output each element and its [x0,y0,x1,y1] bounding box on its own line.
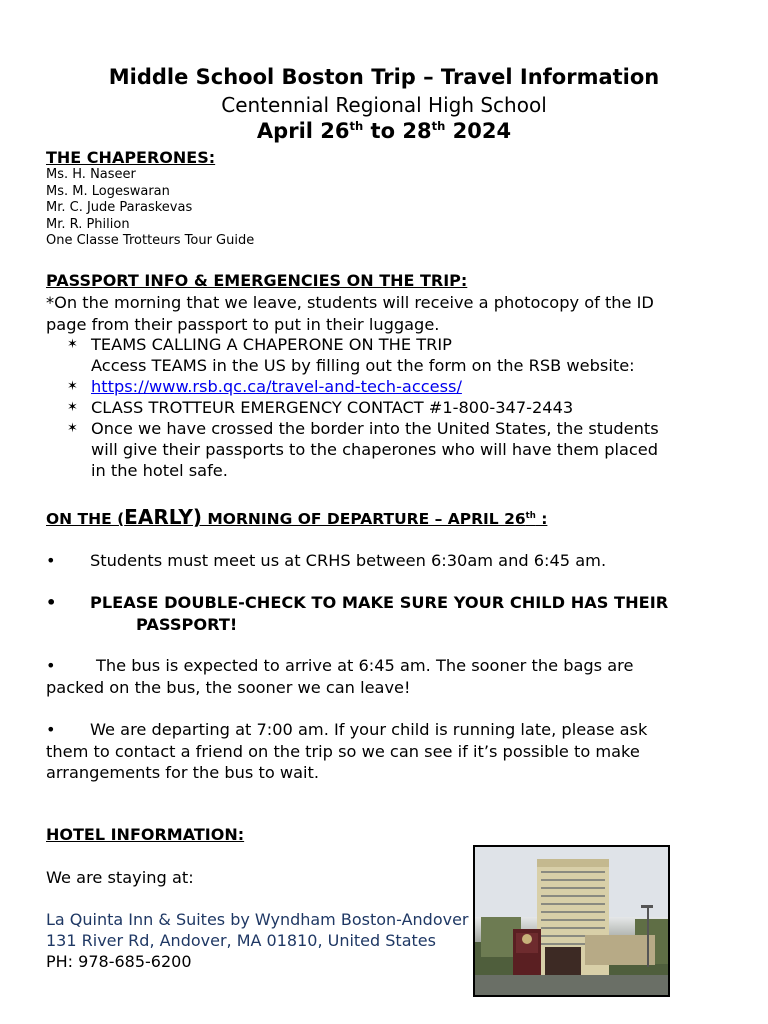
hotel-phone: PH: 978-685-6200 [46,952,192,971]
border-passport-text: will give their passports to the chaperones who will have them placed [91,440,659,459]
passport-intro [46,292,654,335]
school-name: Centennial Regional High School [221,93,547,117]
list-item [67,334,659,376]
meet-time-paragraph: • Students must meet us at CRHS between 6:30am and 6:45 am. [46,551,607,570]
departing-paragraph: • We are departing at 7:00 am. If your child is running late, please ask them to contact a friend on the trip so we can see if it’s possible to make arrangements for the bus to wait. [46,720,648,782]
page-title: Middle School Boston Trip – Travel Information [108,65,660,89]
hotel-intro: We are staying at: [46,868,194,887]
chaperone-list [46,167,254,250]
list-item [67,376,659,397]
hotel-photo [473,845,670,997]
list-item [67,397,659,418]
border-passport-text: in the hotel safe. [91,461,228,480]
chaperone-name: Mr. R. Philion [46,216,130,232]
chaperone-name: Mr. C. Jude Paraskevas [46,200,193,215]
teams-access-text: Access TEAMS in the US by filling out the form on the RSB website: [91,356,635,375]
passport-reminder-paragraph: • PLEASE DOUBLE-CHECK TO MAKE SURE YOUR CHILD HAS THEIR PASSPORT! [46,593,669,634]
chaperone-name: One Classe Trotteurs Tour Guide [46,233,255,248]
chaperones-heading: THE CHAPERONES: [46,148,216,167]
departure-heading: ON THE (EARLY) MORNING OF DEPARTURE – APRIL 26th : [46,505,548,529]
trip-dates: April 26th to 28th 2024 [256,119,512,143]
hotel-heading: HOTEL INFORMATION: [46,825,245,844]
star-bullet-icon: ✶ [67,337,78,352]
passport-heading: PASSPORT INFO & EMERGENCIES ON THE TRIP: [46,271,468,290]
emergency-contact-text: CLASS TROTTEUR EMERGENCY CONTACT #1-800-347-2443 [91,398,574,417]
chaperone-name: Ms. H. Naseer [46,167,136,182]
star-bullet-icon: ✶ [67,400,78,415]
rsb-travel-link[interactable]: https://www.rsb.qc.ca/travel-and-tech-access/ [91,377,462,396]
passport-intro-line: page from their passport to put in their luggage. [46,314,440,334]
bus-arrival-paragraph: • The bus is expected to arrive at 6:45 am. The sooner the bags are packed on the bus, the sooner we can leave! [46,656,634,697]
hotel-name: La Quinta Inn & Suites by Wyndham Boston-Andover [46,910,469,929]
list-item [67,418,659,481]
border-passport-text: Once we have crossed the border into the United States, the students [91,419,659,438]
passport-bullet-list [67,334,659,481]
hotel-address: 131 River Rd, Andover, MA 01810, United States [46,931,436,950]
teams-calling-text: TEAMS CALLING A CHAPERONE ON THE TRIP [91,335,452,354]
chaperone-name: Ms. M. Logeswaran [46,183,170,199]
star-bullet-icon: ✶ [67,421,78,436]
hotel-building-illustration [475,847,668,995]
passport-intro-line: *On the morning that we leave, students will receive a photocopy of the ID [46,293,654,312]
star-bullet-icon: ✶ [67,379,78,394]
